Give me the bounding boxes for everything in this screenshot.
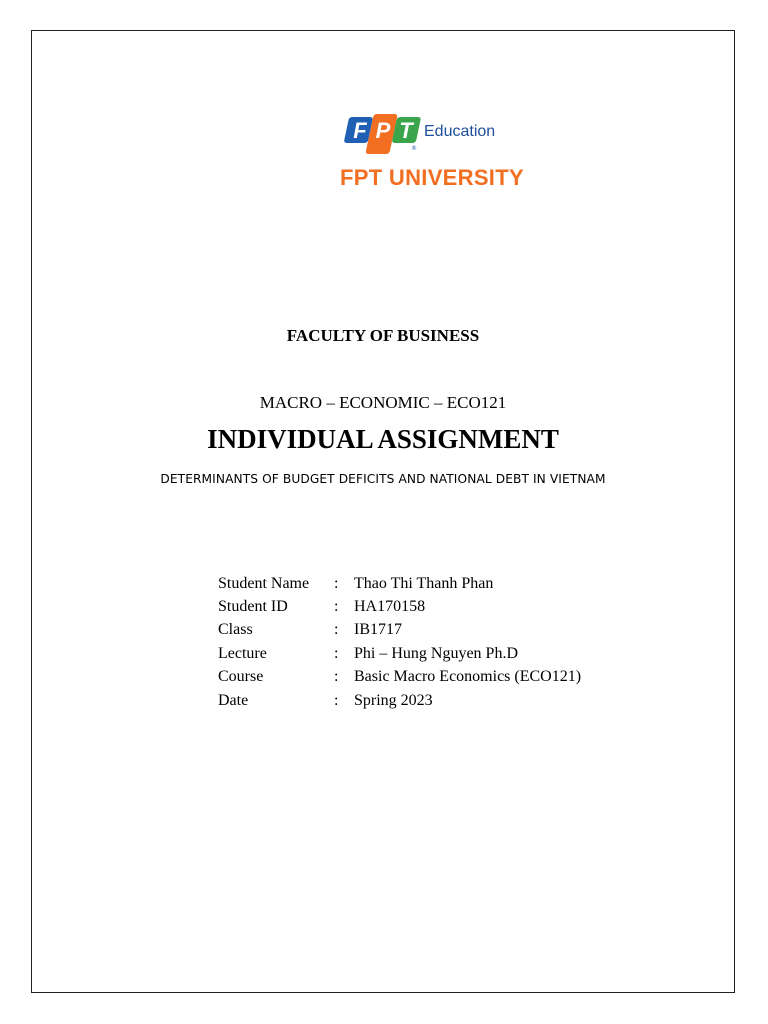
logo-letter-t: T	[399, 118, 413, 143]
fpt-education-logo	[341, 113, 531, 193]
info-label: Lecture	[218, 644, 267, 662]
info-separator: :	[334, 691, 339, 709]
university-name: FPT UNIVERSITY	[340, 165, 524, 190]
info-value: Phi – Hung Nguyen Ph.D	[354, 644, 519, 662]
info-row-course	[218, 666, 581, 689]
info-value: IB1717	[354, 621, 402, 639]
document-title: INDIVIDUAL ASSIGNMENT	[207, 424, 559, 454]
info-label: Course	[218, 668, 264, 686]
document-subtitle: DETERMINANTS OF BUDGET DEFICITS AND NATIONAL DEBT IN VIETNAM	[160, 472, 606, 486]
info-separator: :	[334, 621, 339, 639]
info-separator: :	[334, 644, 339, 662]
info-value: Thao Thi Thanh Phan	[354, 574, 494, 592]
info-label: Student ID	[218, 598, 288, 616]
registered-mark: ®	[411, 145, 417, 152]
info-row-lecture	[218, 642, 581, 665]
info-separator: :	[334, 668, 339, 686]
info-separator: :	[334, 598, 339, 616]
info-label: Class	[218, 621, 253, 639]
info-value: Spring 2023	[354, 691, 433, 709]
info-value: HA170158	[354, 598, 426, 616]
student-info-table	[218, 572, 581, 712]
info-value: Basic Macro Economics (ECO121)	[354, 668, 582, 686]
info-label: Date	[218, 691, 249, 709]
info-row-student-name	[218, 572, 581, 595]
info-row-class	[218, 619, 581, 642]
info-row-student-id	[218, 595, 581, 618]
faculty-heading: FACULTY OF BUSINESS	[286, 326, 480, 345]
logo-education-text: Education	[424, 123, 496, 140]
logo-letter-f: F	[353, 118, 367, 143]
info-separator: :	[334, 574, 339, 592]
fpt-logo-mark	[341, 113, 421, 157]
info-label: Student Name	[218, 574, 310, 592]
info-row-date	[218, 689, 581, 712]
logo-letter-p: P	[375, 118, 391, 143]
course-line: MACRO – ECONOMIC – ECO121	[259, 393, 507, 412]
